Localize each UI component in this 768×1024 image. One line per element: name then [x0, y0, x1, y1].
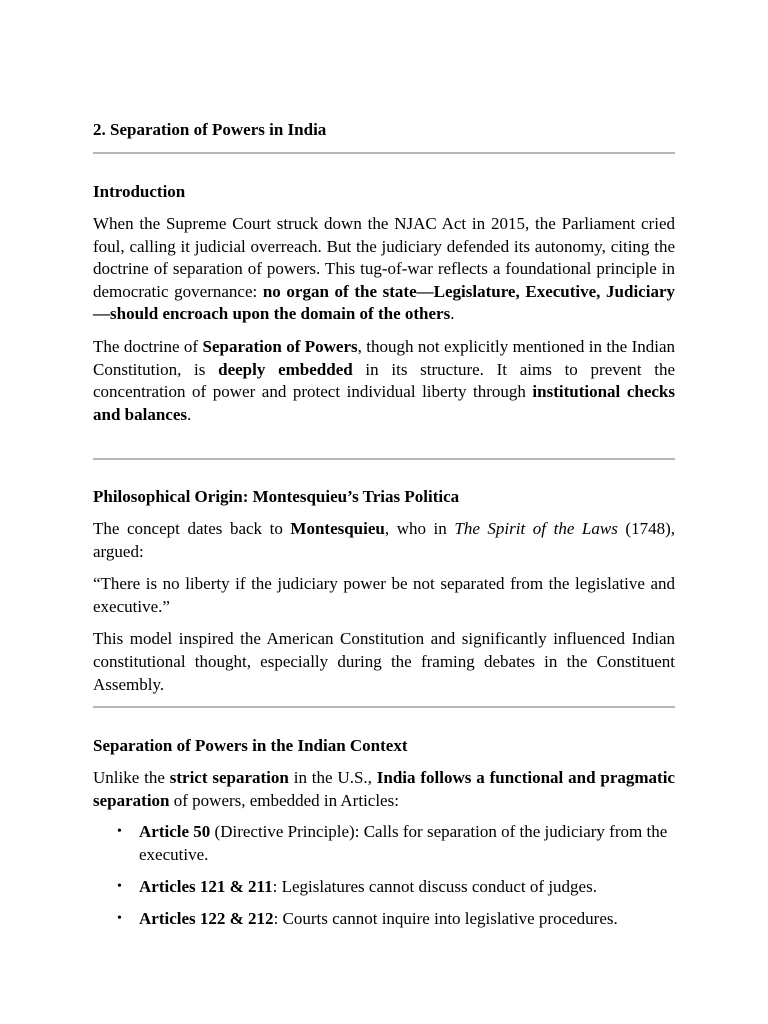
text-run: The doctrine of	[93, 336, 203, 356]
text-run: of powers, embedded in Articles:	[169, 790, 399, 810]
text-run: (1748), argued:	[93, 519, 675, 561]
introduction-paragraph-1	[93, 213, 675, 326]
text-run: When the Supreme Court struck down the NJAC Act in 2015, the Parliament cried foul, calling it judicial overreach. But the judiciary defended its autonomy, citing the doctrine of separation of powers. This tug-of-war reflects a foundational principle in democratic governance:	[93, 214, 675, 301]
list-item	[139, 821, 675, 866]
indian-context-paragraph-1	[93, 767, 675, 812]
text-run: in the U.S.,	[288, 768, 377, 787]
montesquieu-quote: “There is no liberty if the judiciary power be not separated from the legislative and executive.”	[93, 574, 675, 616]
bold-run: India follows a functional and pragmatic separation	[93, 768, 675, 810]
introduction-heading: Introduction	[93, 182, 186, 201]
italic-run: The Spirit of the Laws	[454, 519, 618, 538]
origin-paragraph-1	[93, 518, 675, 563]
bold-run: no organ of the state—Legislature, Executive, Judiciary—should encroach upon the domain of the others	[93, 281, 675, 324]
text-run: (Directive Principle): Calls for separation of the judiciary from the executive.	[139, 822, 668, 864]
list-item	[139, 876, 675, 899]
text-run: , who in	[384, 519, 455, 538]
section-divider	[93, 706, 675, 708]
bold-run: Articles 121 & 211	[139, 876, 273, 896]
section-indian-context	[93, 735, 675, 940]
bold-run: strict separation	[169, 768, 289, 787]
bold-run: Separation of Powers	[202, 336, 358, 356]
bold-run: Articles 122 & 212	[139, 909, 274, 929]
section-divider	[93, 458, 675, 460]
text-run: in its structure. It aims to prevent the concentration of power and protect individual liberty through	[93, 359, 676, 402]
introduction-paragraph-2	[93, 336, 675, 426]
section-introduction	[93, 181, 675, 426]
origin-heading: Philosophical Origin: Montesquieu’s Trias Politica	[93, 487, 460, 506]
section-divider	[93, 152, 675, 154]
origin-paragraph-3: This model inspired the American Constitution and significantly influenced Indian constitutional thought, especially during the framing debates in the Constituent Assembly.	[93, 629, 675, 694]
text-run: Unlike the	[93, 768, 170, 787]
bold-run: Montesquieu	[290, 519, 385, 538]
articles-list	[93, 821, 675, 931]
bold-run: deeply embedded	[218, 359, 353, 379]
section-philosophical-origin	[93, 486, 675, 696]
text-run: .	[450, 304, 455, 324]
bold-run: Article 50	[139, 822, 211, 842]
document-title: 2. Separation of Powers in India	[93, 120, 327, 139]
text-run: : Legislatures cannot discuss conduct of judges.	[272, 876, 597, 896]
text-run: , though not explicitly mentioned in the Indian Constitution, is	[93, 336, 676, 379]
text-run: The concept dates back to	[93, 519, 291, 538]
text-run: : Courts cannot inquire into legislative procedures.	[273, 909, 618, 929]
text-run: .	[187, 404, 192, 424]
bold-run: institutional checks and balances	[93, 382, 675, 424]
list-item	[139, 908, 675, 931]
indian-context-heading: Separation of Powers in the Indian Context	[93, 736, 408, 755]
